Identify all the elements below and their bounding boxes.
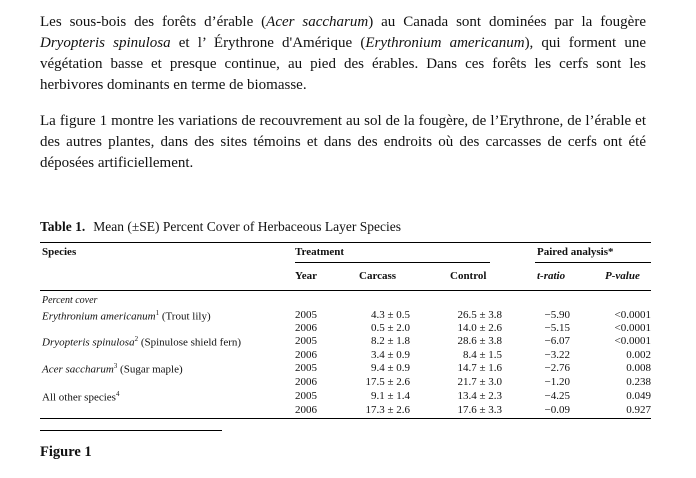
cell-carcass: 9.4 ± 0.9 [370, 362, 410, 374]
species-latin-name: Dryopteris spinulosa [42, 336, 135, 349]
table-top-rule [40, 242, 651, 243]
cell-carcass: 9.1 ± 1.4 [370, 390, 410, 402]
cell-year: 2006 [295, 404, 317, 416]
table-bottom-rule [40, 418, 651, 419]
header-carcass: Carcass [359, 270, 397, 282]
cell-control: 26.5 ± 3.8 [457, 309, 502, 321]
cell-carcass: 3.4 ± 0.9 [370, 349, 410, 361]
cell-t-ratio: −1.20 [544, 376, 570, 388]
section-label-text: Percent cover [42, 295, 98, 306]
cell-t-ratio: −6.07 [544, 335, 570, 347]
cell-year: 2006 [295, 322, 317, 334]
section-label [42, 295, 97, 306]
cell-year: 2005 [295, 390, 317, 402]
cell-t-ratio: −0.09 [544, 404, 570, 416]
species-name-erythronium: Erythronium americanum [365, 35, 525, 51]
figure-description-paragraph: La figure 1 montre les variations de recouvrement au sol de la fougère, de l’Erythrone, de l’érable et des autres plantes, dans des sites témoins et dans des endroits où des carcasses de cerfs ont été déposées artificiellement. [40, 113, 646, 171]
table-title: Mean (±SE) Percent Cover of Herbaceous Layer Species [93, 219, 401, 234]
header-control: Control [450, 270, 487, 282]
species-name-dryopteris: Dryopteris spinulosa [40, 35, 171, 51]
footnote-marker: 1 [155, 309, 160, 317]
cell-control: 14.7 ± 1.6 [457, 362, 502, 374]
species-common-name: (Spinulose shield fern) [138, 336, 242, 349]
cell-carcass: 4.3 ± 0.5 [370, 309, 410, 321]
cell-p-value: <0.0001 [614, 335, 651, 347]
cell-year: 2005 [295, 309, 317, 321]
cell-control: 21.7 ± 3.0 [457, 376, 502, 388]
cell-control: 28.6 ± 3.8 [457, 335, 502, 347]
cell-year: 2006 [295, 349, 317, 361]
figure-label: Figure 1 [40, 444, 92, 460]
cell-carcass: 17.5 ± 2.6 [365, 376, 410, 388]
footnote-marker: 3 [113, 362, 118, 370]
species-label [42, 390, 119, 404]
cell-p-value: 0.049 [626, 390, 651, 402]
header-paired-analysis: Paired analysis* [537, 246, 614, 258]
cell-t-ratio: −5.90 [544, 309, 570, 321]
species-common-name: (Sugar maple) [117, 363, 183, 376]
paired-rule [535, 262, 651, 263]
cell-p-value: <0.0001 [614, 309, 651, 321]
footnote-marker: 2 [134, 335, 139, 343]
footnote-marker: 4 [115, 390, 120, 398]
cell-carcass: 0.5 ± 2.0 [370, 322, 410, 334]
species-label [42, 309, 211, 323]
cell-control: 14.0 ± 2.6 [457, 322, 502, 334]
header-p-value-text: P-value [605, 270, 640, 282]
species-name-acer: Acer saccharum [266, 14, 369, 30]
cell-control: 8.4 ± 1.5 [462, 349, 502, 361]
cell-control: 17.6 ± 3.3 [457, 404, 502, 416]
header-year: Year [295, 270, 317, 282]
table-header-rule [40, 290, 651, 291]
header-treatment: Treatment [295, 246, 345, 258]
footnote-rule [40, 430, 222, 431]
species-latin-name: All other species [42, 391, 116, 404]
header-p-value [605, 270, 640, 282]
table-caption [40, 219, 401, 235]
table-label: Table 1. [40, 219, 86, 234]
species-latin-name: Erythronium americanum [42, 310, 156, 323]
cell-t-ratio: −4.25 [544, 390, 570, 402]
cell-carcass: 17.3 ± 2.6 [365, 404, 410, 416]
treatment-rule [295, 262, 490, 263]
cell-t-ratio: −3.22 [544, 349, 570, 361]
cell-carcass: 8.2 ± 1.8 [370, 335, 410, 347]
cell-year: 2005 [295, 362, 317, 374]
cell-t-ratio: −2.76 [544, 362, 570, 374]
species-latin-name: Acer saccharum [42, 363, 114, 376]
header-species: Species [42, 246, 77, 258]
text-segment: ), qui forment une végétation basse et presque continue, au pied des érables. Dans ces forêts les cerfs sont les herbivores dominants en terme de biomasse. [40, 35, 647, 93]
cell-p-value: 0.927 [626, 404, 651, 416]
header-t-ratio-text: t-ratio [537, 270, 566, 282]
cell-p-value: <0.0001 [614, 322, 651, 334]
cell-year: 2005 [295, 335, 317, 347]
intro-paragraph [40, 12, 646, 96]
species-label [42, 362, 183, 376]
species-common-name: (Trout lily) [159, 310, 211, 323]
text-segment: ) au Canada sont dominées par la fougère [368, 14, 646, 30]
cell-control: 13.4 ± 2.3 [457, 390, 502, 402]
cell-p-value: 0.008 [626, 362, 651, 374]
cell-p-value: 0.002 [626, 349, 651, 361]
species-label [42, 335, 241, 349]
cell-t-ratio: −5.15 [544, 322, 570, 334]
cell-year: 2006 [295, 376, 317, 388]
text-segment: et l’ Érythrone d'Amérique ( [170, 35, 366, 51]
text-segment: Les sous-bois des forêts d’érable ( [40, 14, 267, 30]
header-t-ratio [537, 270, 565, 282]
cell-p-value: 0.238 [626, 376, 651, 388]
